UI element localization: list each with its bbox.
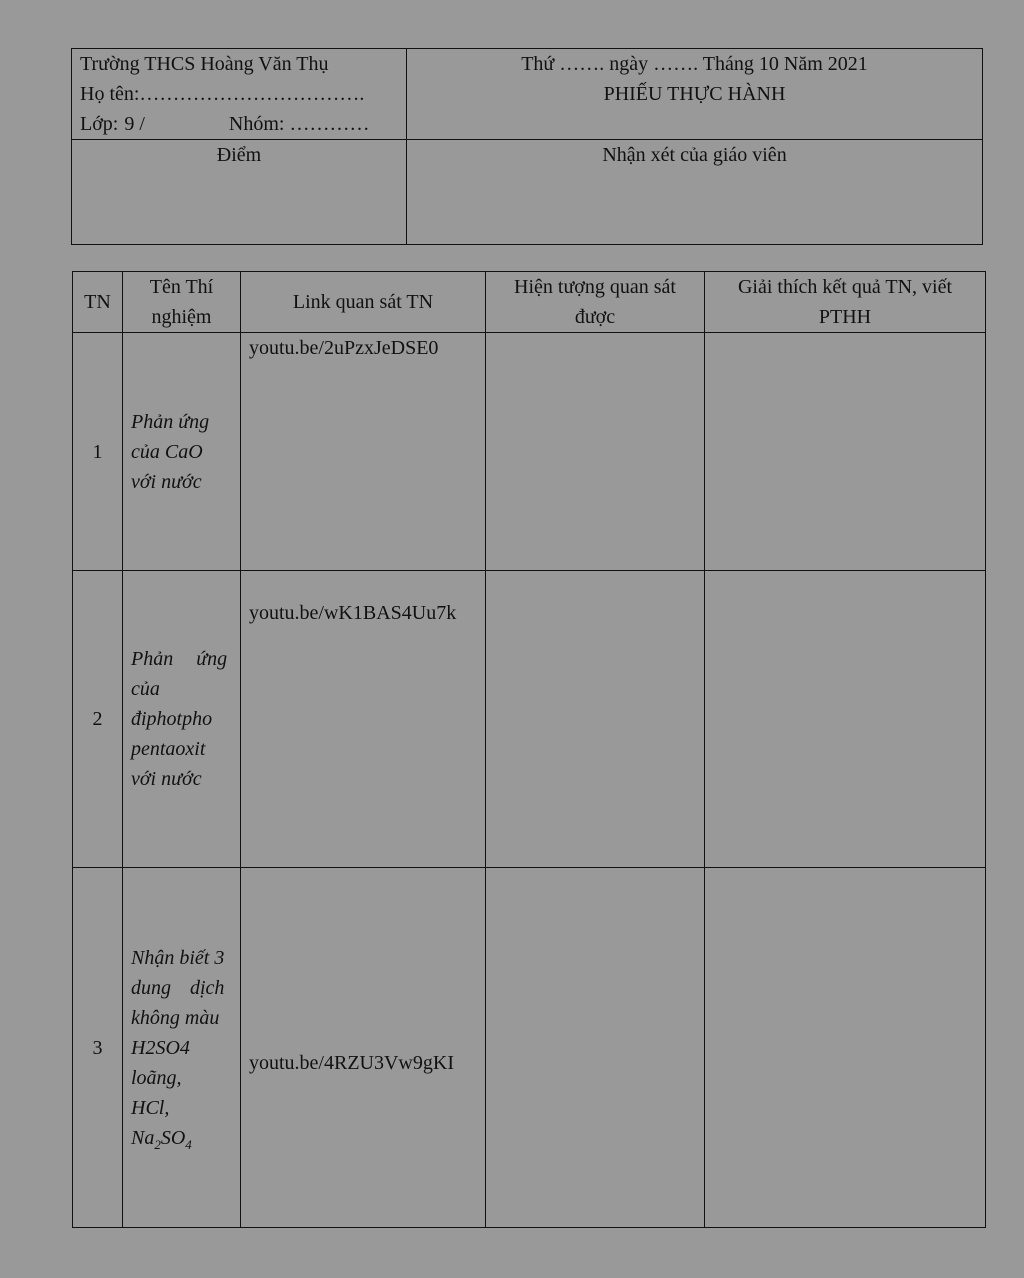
- class-group-line: [80, 109, 398, 139]
- school-name: Trường THCS Hoàng Văn Thụ: [80, 53, 329, 75]
- score-label: Điểm: [216, 144, 262, 166]
- experiment-link[interactable]: youtu.be/wK1BAS4Uu7k: [241, 571, 486, 868]
- col-header-name: [123, 272, 241, 333]
- experiment-name-line: loãng,: [131, 1066, 182, 1089]
- col-header-explanation-line1: Giải thích kết quả TN, viết: [737, 276, 953, 298]
- explanation-cell[interactable]: [705, 333, 986, 571]
- row-number: 3: [73, 868, 123, 1228]
- experiment-name-formula: [131, 1123, 232, 1153]
- col-header-phenomenon-line2: được: [574, 306, 616, 328]
- experiment-name-line: không màu: [131, 1006, 220, 1029]
- col-header-explanation-line2: PTHH: [818, 306, 872, 328]
- header-info-row: [72, 49, 983, 140]
- col-header-link: Link quan sát TN: [241, 272, 486, 333]
- student-info-cell: [72, 49, 407, 140]
- experiment-name-line: Phản ứng: [131, 410, 210, 433]
- experiment-name: [123, 571, 241, 868]
- col-header-explanation: [705, 272, 986, 333]
- experiment-name-line: Phản ứng: [131, 648, 228, 670]
- score-cell[interactable]: [72, 140, 407, 245]
- table-header-row: [73, 272, 986, 333]
- formula-part: SO: [160, 1126, 186, 1149]
- formula-subscript: 2: [154, 1136, 161, 1152]
- teacher-comment-label: Nhận xét của giáo viên: [602, 144, 787, 166]
- formula-subscript: 4: [185, 1136, 192, 1152]
- experiment-name-line: HCl,: [131, 1096, 170, 1119]
- explanation-cell[interactable]: [705, 571, 986, 868]
- table-row: [73, 868, 986, 1228]
- experiment-name-line: dung dịch: [131, 976, 225, 999]
- sheet-title: PHIẾU THỰC HÀNH: [603, 83, 786, 105]
- phenomenon-cell[interactable]: [486, 868, 705, 1228]
- header-table: [71, 48, 983, 245]
- experiment-link[interactable]: youtu.be/2uPzxJeDSE0: [241, 333, 486, 571]
- experiment-name-line: của CaO: [131, 440, 203, 463]
- col-header-name-line1: Tên Thí: [149, 276, 214, 298]
- col-header-phenomenon: [486, 272, 705, 333]
- experiment-name-line: điphotpho: [131, 708, 213, 730]
- date-title-cell: [407, 49, 983, 140]
- row-number: 1: [73, 333, 123, 571]
- experiment-link[interactable]: youtu.be/4RZU3Vw9gKI: [241, 868, 486, 1228]
- name-field[interactable]: Họ tên:…………………………….: [80, 83, 365, 105]
- explanation-cell[interactable]: [705, 868, 986, 1228]
- experiment-name-line: của: [131, 678, 160, 700]
- experiment-name-line: H2SO4: [131, 1036, 190, 1059]
- experiment-name: [123, 868, 241, 1228]
- group-field[interactable]: Nhóm: …………: [228, 113, 370, 135]
- col-header-phenomenon-line1: Hiện tượng quan sát: [514, 276, 676, 298]
- col-header-tn: TN: [73, 272, 123, 333]
- phenomenon-cell[interactable]: [486, 333, 705, 571]
- class-field[interactable]: 9 /: [124, 113, 145, 135]
- table-row: [73, 333, 986, 571]
- experiment-name: [123, 333, 241, 571]
- phenomenon-cell[interactable]: [486, 571, 705, 868]
- teacher-comment-cell[interactable]: [407, 140, 983, 245]
- table-row: [73, 571, 986, 868]
- experiment-name-line: với nước: [131, 470, 202, 493]
- experiment-name-line: Nhận biết 3: [131, 946, 225, 969]
- formula-part: Na: [131, 1126, 155, 1149]
- class-label: Lớp:: [80, 113, 119, 135]
- date-line[interactable]: Thứ ……. ngày ……. Tháng 10 Năm 2021: [521, 53, 868, 75]
- col-header-name-line2: nghiệm: [151, 306, 212, 328]
- row-number: 2: [73, 571, 123, 868]
- experiment-table: [72, 271, 986, 1228]
- experiment-name-line: với nước: [131, 768, 202, 790]
- score-comment-row: [72, 140, 983, 245]
- experiment-name-line: pentaoxit: [131, 738, 206, 760]
